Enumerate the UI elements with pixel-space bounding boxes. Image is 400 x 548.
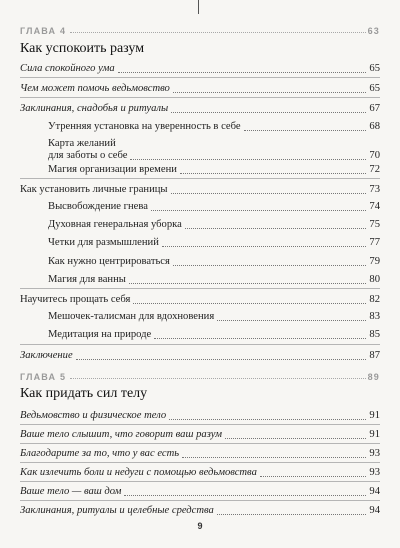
divider bbox=[20, 288, 380, 289]
toc-entry[interactable]: Как излечить боли и недуги с помощью ведьмовства 93 bbox=[20, 467, 380, 478]
toc-entry[interactable]: Заклинания, снадобья и ритуалы 67 bbox=[20, 103, 380, 114]
toc-entry[interactable]: Как установить личные границы 73 bbox=[20, 184, 380, 195]
toc-subentry[interactable]: Как нужно центрироваться 79 bbox=[48, 256, 380, 267]
divider bbox=[20, 178, 380, 179]
toc-subentry[interactable]: Магия организации времени 72 bbox=[48, 164, 380, 175]
divider bbox=[20, 443, 380, 444]
chapter-4-label: ГЛАВА 4 bbox=[20, 26, 67, 36]
divider bbox=[20, 77, 380, 78]
toc-subentry[interactable]: Медитация на природе 85 bbox=[48, 329, 380, 340]
chapter-4-title: Как успокоить разум bbox=[20, 41, 145, 56]
chapter-4-header bbox=[20, 22, 380, 36]
divider bbox=[20, 500, 380, 501]
chapter-5-title: Как придать сил телу bbox=[20, 386, 148, 401]
toc-subentry[interactable]: Карта желаний для заботы о себе 70 bbox=[48, 138, 380, 161]
chapter-5-page: 89 bbox=[367, 372, 380, 382]
toc-entry[interactable]: Благодарите за то, что у вас есть 93 bbox=[20, 448, 380, 459]
divider bbox=[20, 424, 380, 425]
toc-entry[interactable]: Научитесь прощать себя 82 bbox=[20, 294, 380, 305]
toc-entry[interactable]: Сила спокойного ума 65 bbox=[20, 63, 380, 74]
toc-subentry[interactable]: Высвобождение гнева 74 bbox=[48, 201, 380, 212]
toc-entry[interactable]: Заключение 87 bbox=[20, 350, 380, 361]
toc-entry[interactable]: Ведьмовство и физическое тело 91 bbox=[20, 410, 380, 421]
top-rule bbox=[198, 0, 199, 14]
toc-subentry[interactable]: Духовная генеральная уборка 75 bbox=[48, 219, 380, 230]
divider bbox=[20, 97, 380, 98]
chapter-4-page: 63 bbox=[367, 26, 380, 36]
toc-entry[interactable]: Ваше тело слышит, что говорит ваш разум 91 bbox=[20, 429, 380, 440]
toc-subentry[interactable]: Мешочек-талисман для вдохновения 83 bbox=[48, 311, 380, 322]
toc-entry[interactable]: Заклинания, ритуалы и целебные средства 94 bbox=[20, 505, 380, 516]
divider bbox=[20, 344, 380, 345]
toc-entry[interactable]: Чем может помочь ведьмовство 65 bbox=[20, 83, 380, 94]
toc-subentry[interactable]: Магия для ванны 80 bbox=[48, 274, 380, 285]
divider bbox=[20, 462, 380, 463]
toc-subentry[interactable]: Утренняя установка на уверенность в себе 68 bbox=[48, 121, 380, 132]
toc-entry[interactable]: Ваше тело — ваш дом 94 bbox=[20, 486, 380, 497]
chapter-5-label: ГЛАВА 5 bbox=[20, 372, 67, 382]
divider bbox=[20, 481, 380, 482]
page-number: 9 bbox=[197, 521, 203, 531]
toc-subentry[interactable]: Четки для размышлений 77 bbox=[48, 237, 380, 248]
chapter-5-header bbox=[20, 368, 380, 382]
